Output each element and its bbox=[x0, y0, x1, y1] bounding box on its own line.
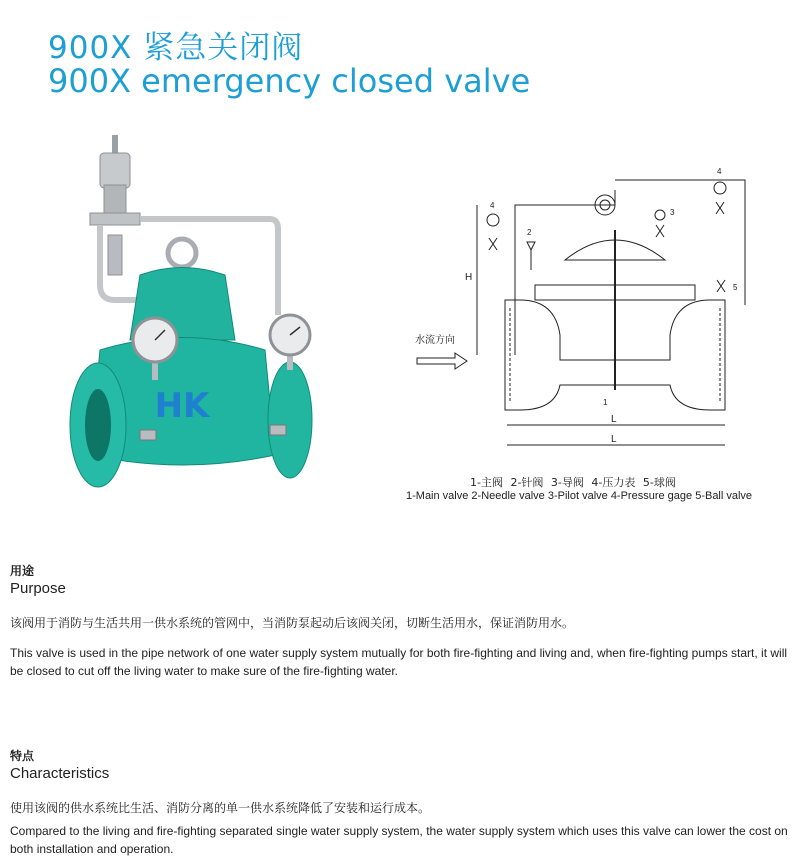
valve-photo bbox=[60, 125, 360, 510]
ball-valve bbox=[717, 280, 725, 292]
lifting-ring bbox=[168, 239, 196, 267]
characteristics-heading-en: Characteristics bbox=[10, 765, 110, 782]
outlet-flange bbox=[268, 362, 312, 478]
pressure-gauge-right bbox=[270, 315, 310, 370]
callout: 3 bbox=[670, 208, 675, 217]
page-title-en: 900X emergency closed valve bbox=[48, 62, 531, 100]
page-title-cn: 900X 紧急关闭阀 bbox=[48, 30, 304, 66]
purpose-heading-cn: 用途 bbox=[10, 564, 35, 578]
gauge-right bbox=[714, 182, 726, 194]
purpose-text-cn: 该阀用于消防与生活共用一供水系统的管网中，当消防泵起动后该阀关闭，切断生活用水，保证消防用水。 bbox=[10, 616, 575, 630]
legend-cn: 1-主阀 2-针阀 3-导阀 4-压力表 5-球阀 bbox=[470, 476, 676, 489]
callout: 5 bbox=[733, 283, 738, 292]
needle-valve bbox=[527, 242, 535, 250]
flow-arrow bbox=[417, 353, 467, 369]
flow-direction-label: 水流方向 bbox=[415, 335, 455, 346]
legend-en: 1-Main valve 2-Needle valve 3-Pilot valve 4-Pressure gage 5-Ball valve bbox=[406, 490, 753, 502]
brand-logo: HK bbox=[154, 386, 210, 426]
control-piping bbox=[515, 180, 745, 355]
characteristics-heading-cn: 特点 bbox=[10, 749, 35, 763]
purpose-heading-en: Purpose bbox=[10, 580, 66, 597]
callout: 2 bbox=[527, 228, 532, 237]
callout: 4 bbox=[717, 167, 722, 176]
callout: 1 bbox=[603, 398, 608, 407]
purpose-text-en: This valve is used in the pipe network of one water supply system mutually for both fire-fighting and living and, when fire-fighting pumps start, it will be closed to cut off the living water to make sure of the fire-fighting water. bbox=[10, 646, 788, 678]
dim-l: L bbox=[611, 434, 617, 445]
dim-l1: L bbox=[611, 414, 617, 425]
gauge-left bbox=[487, 214, 499, 226]
dim-h: H bbox=[465, 272, 473, 283]
characteristics-text-en: Compared to the living and fire-fighting separated single water supply system, the water supply system which uses this valve can lower the cost on both installation and operation. bbox=[10, 824, 788, 856]
valve-schematic bbox=[415, 160, 795, 460]
characteristics-text-cn: 使用该阀的供水系统比生活、消防分离的单一供水系统降低了安装和运行成本。 bbox=[10, 801, 431, 815]
callout: 4 bbox=[490, 201, 495, 210]
